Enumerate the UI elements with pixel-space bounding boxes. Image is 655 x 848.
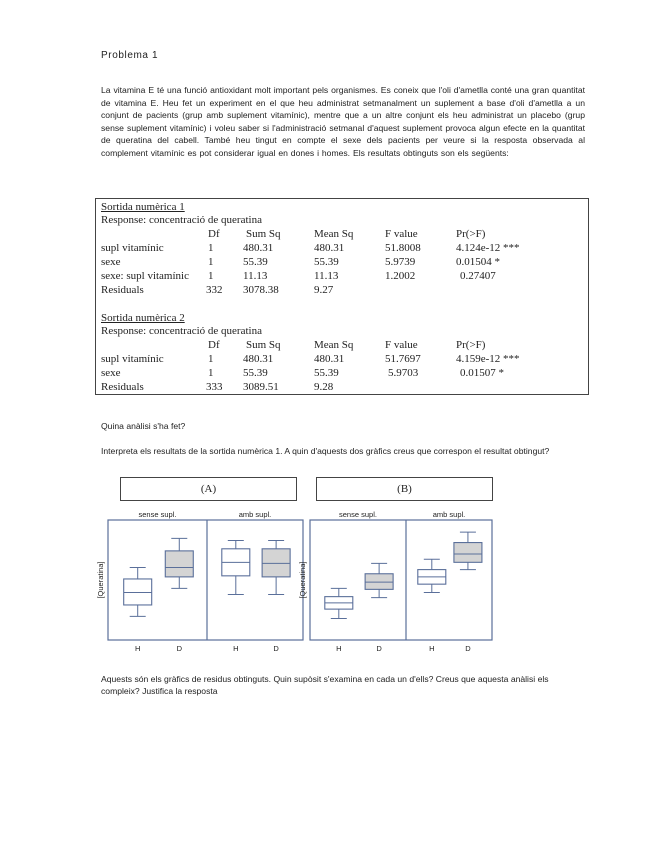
output1-row-ss: 480.31 bbox=[243, 242, 274, 254]
chart-a-label: (A) bbox=[120, 477, 297, 501]
y-axis-label: [Queratina] bbox=[96, 561, 105, 599]
output1-response: Response: concentració de queratina bbox=[101, 214, 262, 226]
x-tick-label: D bbox=[465, 644, 471, 653]
box bbox=[454, 543, 482, 563]
output2-header-meansq: Mean Sq bbox=[314, 339, 354, 351]
question-3: Aquests són els gràfics de residus obtinguts. Quin supòsit s'examina en cada un d'ells? Creus que aquesta anàlisi els compleix? Justifica la resposta bbox=[101, 674, 549, 697]
output2-row-ss: 480.31 bbox=[243, 353, 274, 365]
x-tick-label: H bbox=[233, 644, 239, 653]
output1-header-fvalue: F value bbox=[385, 228, 418, 240]
panel-title: amb supl. bbox=[238, 510, 272, 519]
box bbox=[124, 579, 152, 605]
chart-a bbox=[98, 508, 308, 660]
chart-b bbox=[292, 506, 498, 658]
output1-row-name: sexe: supl vitamínic bbox=[101, 270, 189, 282]
output1-header-df: Df bbox=[208, 228, 220, 240]
output2-row-f: 51.7697 bbox=[385, 353, 421, 365]
panel-title: sense supl. bbox=[138, 510, 177, 519]
y-axis-label: [Queratina] bbox=[298, 561, 307, 599]
output1-row-ms: 480.31 bbox=[314, 242, 345, 254]
output2-row-name: Residuals bbox=[101, 381, 144, 393]
output2-header-pr: Pr(>F) bbox=[456, 339, 486, 351]
output1-row-df: 1 bbox=[208, 256, 214, 268]
output1-row-ss: 3078.38 bbox=[243, 284, 279, 296]
problem-title: Problema 1 bbox=[101, 50, 159, 61]
output2-row-p: 4.159e-12 *** bbox=[456, 353, 520, 365]
output2-row-ss: 3089.51 bbox=[243, 381, 279, 393]
output2-header-df: Df bbox=[208, 339, 220, 351]
output1-row-f: 51.8008 bbox=[385, 242, 421, 254]
output2-heading: Sortida numèrica 2 bbox=[101, 312, 185, 324]
output2-row-ms: 480.31 bbox=[314, 353, 345, 365]
output2-row-p: 0.01507 * bbox=[460, 367, 504, 379]
output1-heading: Sortida numèrica 1 bbox=[101, 201, 185, 213]
x-tick-label: H bbox=[134, 644, 141, 653]
output1-row-ms: 55.39 bbox=[314, 256, 339, 268]
x-tick-label: H bbox=[429, 644, 435, 653]
output2-row-df: 1 bbox=[208, 367, 214, 379]
output1-row-ss: 55.39 bbox=[243, 256, 268, 268]
output2-row-df: 1 bbox=[208, 353, 214, 365]
output1-row-p: 0.01504 * bbox=[456, 256, 500, 268]
panel-title: amb supl. bbox=[432, 510, 466, 519]
output2-row-ss: 55.39 bbox=[243, 367, 268, 379]
output1-header-meansq: Mean Sq bbox=[314, 228, 354, 240]
x-tick-label: H bbox=[336, 644, 342, 653]
box bbox=[365, 574, 393, 590]
output1-row-f: 1.2002 bbox=[385, 270, 416, 282]
output1-row-ss: 11.13 bbox=[243, 270, 268, 282]
x-tick-label: D bbox=[376, 644, 382, 653]
output1-row-name: Residuals bbox=[101, 284, 144, 296]
question-1: Quina anàlisi s'ha fet? bbox=[101, 421, 186, 431]
output2-response: Response: concentració de queratina bbox=[101, 325, 262, 337]
output1-row-p: 0.27407 bbox=[460, 270, 496, 282]
output1-row-df: 332 bbox=[206, 284, 223, 296]
box bbox=[262, 549, 290, 577]
output2-row-name: supl vitamínic bbox=[101, 353, 164, 365]
plot-frame bbox=[310, 520, 492, 640]
output1-row-f: 5.9739 bbox=[385, 256, 416, 268]
output2-row-df: 333 bbox=[206, 381, 223, 393]
output1-row-df: 1 bbox=[208, 270, 214, 282]
output2-header-sumsq: Sum Sq bbox=[246, 339, 281, 351]
chart-b-label: (B) bbox=[316, 477, 493, 501]
output1-row-name: sexe bbox=[101, 256, 121, 268]
output2-row-name: sexe bbox=[101, 367, 121, 379]
box bbox=[165, 551, 193, 577]
x-tick-label: D bbox=[273, 644, 279, 653]
output1-row-ms: 11.13 bbox=[314, 270, 339, 282]
output1-row-name: supl vitamínic bbox=[101, 242, 164, 254]
intro-paragraph: La vitamina E té una funció antioxidant molt important pels organismes. Es coneix que l'oli d'ametlla conté una gran quantitat de vitamina E. Heu fet un experiment en el que heu administrat setmanalment un suplement a base d'oli d'ametlla a un conjunt de pacients (grup amb suplement vitamínic), mentre que a un altre conjunt els heu administrat un placebo (grup sense suplement vitamínic) i voleu saber si l'administració setmanal d'aquest suplement provoca algun efecte en la quantitat de queratina del cabell. També heu tingut en compte el sexe dels pacients per veure si la resposta observada al complement vitamínic es pot considerar igual en dones i homes. Els resultats obtinguts son els següents: bbox=[101, 85, 585, 158]
x-tick-label: D bbox=[176, 644, 182, 653]
question-2: Interpreta els resultats de la sortida numèrica 1. A quin d'aquests dos gràfics creus que correspon el resultat obtingut? bbox=[101, 446, 550, 456]
output2-header-fvalue: F value bbox=[385, 339, 418, 351]
output2-row-f: 5.9703 bbox=[388, 367, 419, 379]
output1-header-pr: Pr(>F) bbox=[456, 228, 486, 240]
panel-title: sense supl. bbox=[339, 510, 377, 519]
output2-row-ms: 55.39 bbox=[314, 367, 339, 379]
output2-row-ms: 9.28 bbox=[314, 381, 334, 393]
output1-header-sumsq: Sum Sq bbox=[246, 228, 281, 240]
anova-output-box bbox=[95, 198, 589, 395]
output1-row-p: 4.124e-12 *** bbox=[456, 242, 520, 254]
output1-row-ms: 9.27 bbox=[314, 284, 334, 296]
output1-row-df: 1 bbox=[208, 242, 214, 254]
